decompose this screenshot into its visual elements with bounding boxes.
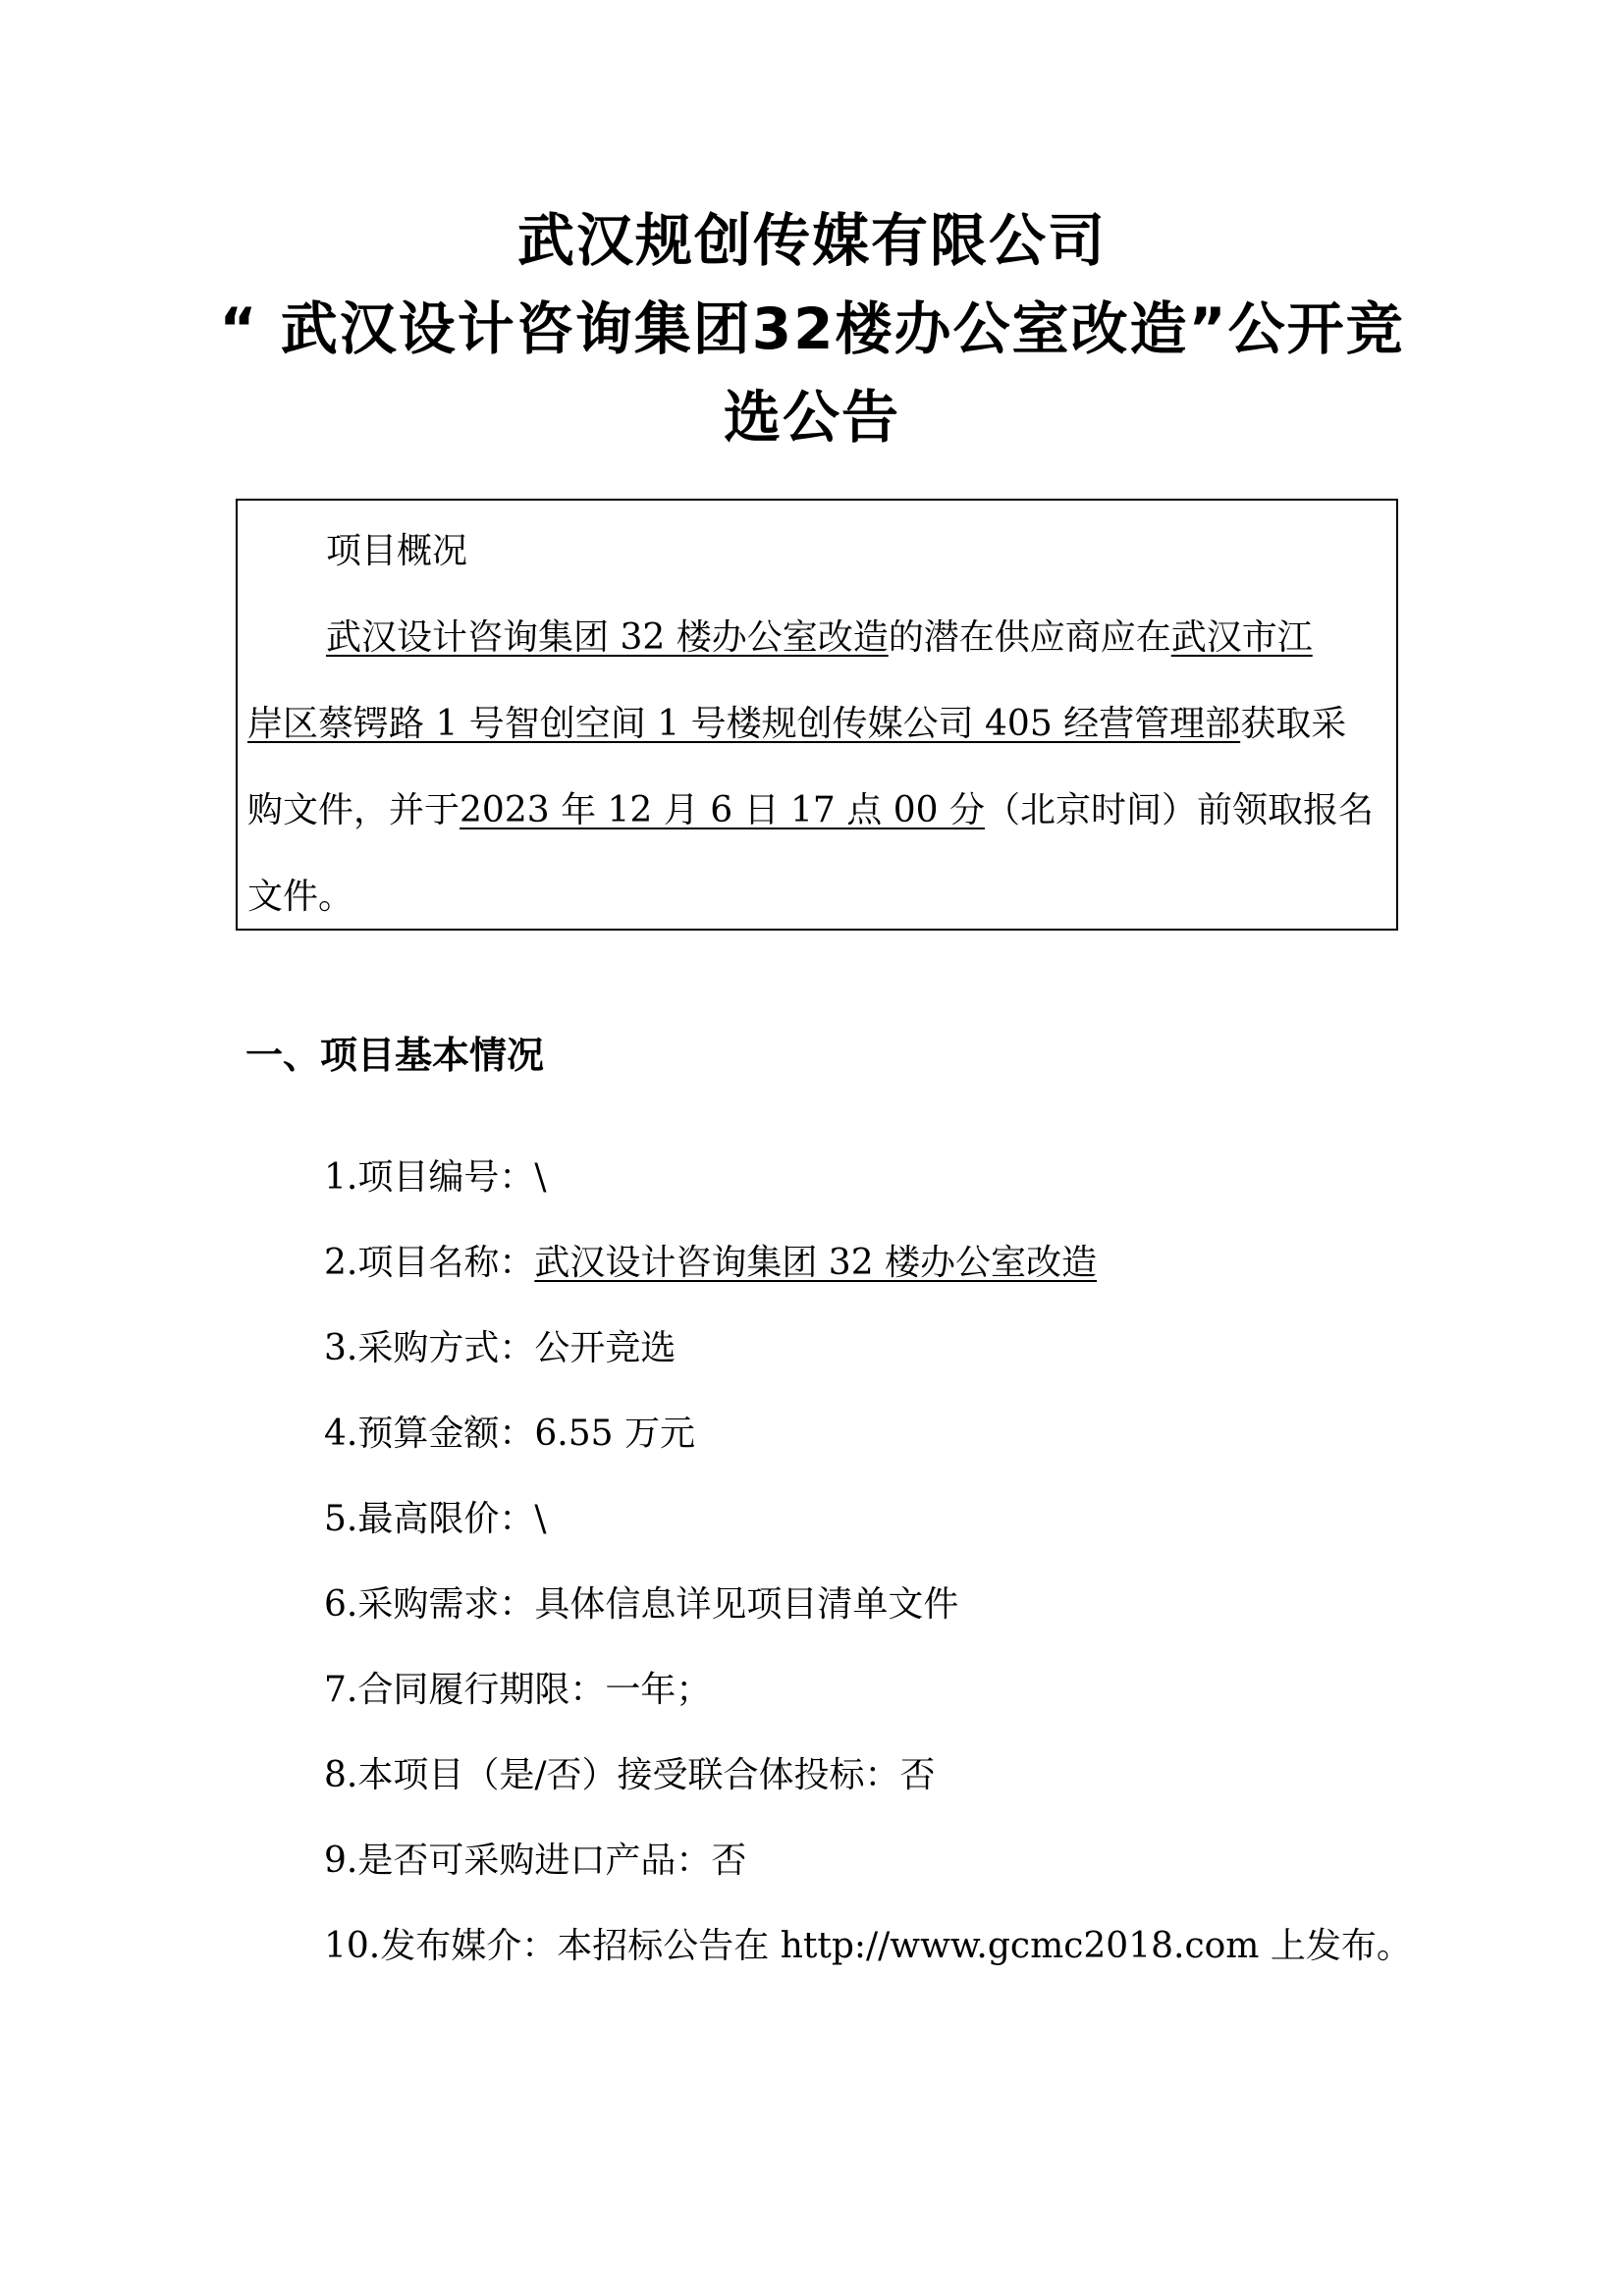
list-item-max-price bbox=[324, 1476, 1443, 1562]
basic-info-list bbox=[324, 1135, 1443, 1989]
overview-address-part2: 岸区蔡锷路 1 号智创空间 1 号楼规创传媒公司 405 经营管理部 bbox=[247, 704, 1241, 744]
item-value: 否 bbox=[711, 1841, 747, 1881]
list-item-imported-products bbox=[324, 1818, 1443, 1903]
list-item-publication-media bbox=[324, 1903, 1443, 1989]
item-label: 6.采购需求： bbox=[324, 1584, 535, 1625]
overview-text-supplier: 的潜在供应商应在 bbox=[888, 617, 1171, 658]
overview-line-4 bbox=[247, 768, 1390, 854]
overview-address-part1: 武汉市江 bbox=[1170, 617, 1313, 658]
list-item-project-name bbox=[324, 1220, 1443, 1306]
list-item-requirements bbox=[324, 1562, 1443, 1647]
overview-text-docs: 购文件，并于 bbox=[247, 790, 460, 830]
item-label: 1.项目编号： bbox=[324, 1157, 535, 1198]
overview-line-3 bbox=[247, 681, 1390, 768]
list-item-consortium bbox=[324, 1733, 1443, 1818]
item-label: 7.合同履行期限： bbox=[324, 1670, 606, 1710]
list-item-project-number bbox=[324, 1135, 1443, 1220]
item-value: 一年； bbox=[605, 1670, 712, 1710]
item-value: \ bbox=[534, 1157, 547, 1198]
title-line-3: 选公告 bbox=[723, 384, 900, 451]
list-item-procurement-method bbox=[324, 1306, 1443, 1391]
overview-deadline: 2023 年 12 月 6 日 17 点 00 分 bbox=[460, 790, 985, 830]
title-line-1: 武汉规创传媒有限公司 bbox=[516, 207, 1107, 274]
item-label: 8.本项目（是/否）接受联合体投标： bbox=[324, 1755, 900, 1795]
overview-project-name: 武汉设计咨询集团 32 楼办公室改造 bbox=[326, 617, 889, 658]
item-value: 否 bbox=[899, 1755, 936, 1795]
item-value: 公开竞选 bbox=[534, 1328, 677, 1368]
item-value: 本招标公告在 http://www.gcmc2018.com 上发布。 bbox=[557, 1926, 1412, 1966]
item-label: 5.最高限价： bbox=[324, 1499, 535, 1539]
item-value: 武汉设计咨询集团 32 楼办公室改造 bbox=[534, 1243, 1098, 1283]
list-item-contract-period bbox=[324, 1647, 1443, 1733]
item-value: 6.55 万元 bbox=[534, 1414, 695, 1454]
overview-text-after-deadline: （北京时间）前领取报名 bbox=[984, 790, 1374, 830]
item-label: 3.采购方式： bbox=[324, 1328, 535, 1368]
list-item-budget bbox=[324, 1391, 1443, 1476]
item-value: \ bbox=[534, 1499, 547, 1539]
title-line-2: “ 武汉设计咨询集团32楼办公室改造”公开竞 bbox=[219, 295, 1405, 362]
overview-heading: 项目概况 bbox=[326, 531, 468, 571]
overview-line-2 bbox=[326, 595, 1390, 681]
overview-line-5: 文件。 bbox=[247, 877, 354, 917]
section-heading-basic-info: 一、项目基本情况 bbox=[245, 1034, 545, 1077]
item-label: 10.发布媒介： bbox=[324, 1926, 558, 1966]
overview-text-obtain: 获取采 bbox=[1240, 704, 1347, 744]
item-label: 2.项目名称： bbox=[324, 1243, 535, 1283]
item-value: 具体信息详见项目清单文件 bbox=[534, 1584, 959, 1625]
item-label: 4.预算金额： bbox=[324, 1414, 535, 1454]
project-overview-box bbox=[236, 499, 1398, 931]
item-label: 9.是否可采购进口产品： bbox=[324, 1841, 712, 1881]
